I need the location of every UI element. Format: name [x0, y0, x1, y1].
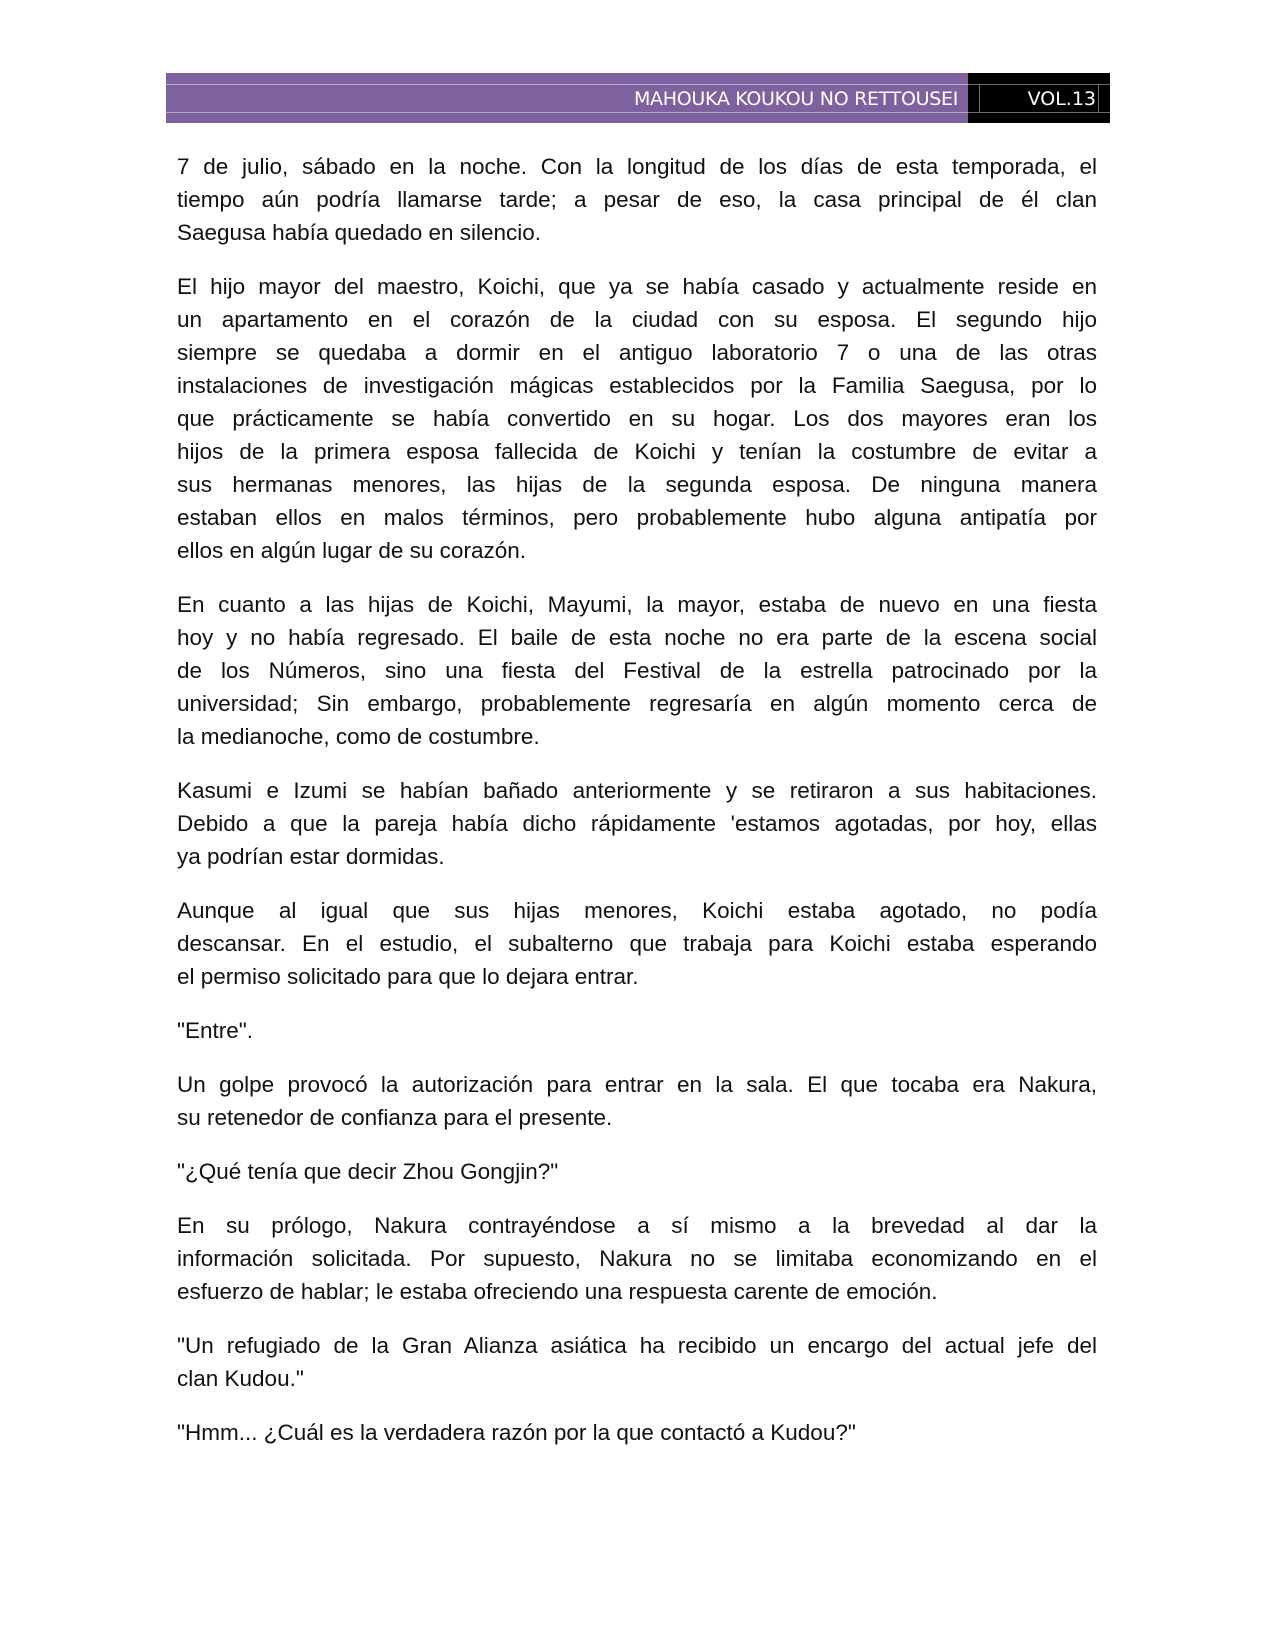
text-line: "Un refugiado de la Gran Alianza asiática ha recibido un encargo del actual jefe del	[177, 1333, 1097, 1358]
text-line: un apartamento en el corazón de la ciudad con su esposa. El segundo hijo	[177, 307, 1097, 332]
text-line: de los Números, sino una fiesta del Festival de la estrella patrocinado por la	[177, 658, 1097, 683]
header-rule-bottom	[166, 112, 968, 113]
text-line: Kasumi e Izumi se habían bañado anteriormente y se retiraron a sus habitaciones.	[177, 778, 1097, 803]
running-header	[166, 73, 1110, 123]
text-line: universidad; Sin embargo, probablemente regresaría en algún momento cerca de	[177, 691, 1097, 716]
text-line: información solicitada. Por supuesto, Nakura no se limitaba economizando en el	[177, 1246, 1097, 1271]
text-line: esfuerzo de hablar; le estaba ofreciendo una respuesta carente de emoción.	[177, 1279, 938, 1304]
paragraph	[177, 150, 1097, 249]
text-line: el permiso solicitado para que lo dejara entrar.	[177, 964, 639, 989]
volume-box-divider-left	[979, 84, 980, 112]
paragraph	[177, 1155, 1097, 1188]
text-line: "¿Qué tenía que decir Zhou Gongjin?"	[177, 1159, 559, 1184]
text-line: que prácticamente se había convertido en su hogar. Los dos mayores eran los	[177, 406, 1097, 431]
text-line: su retenedor de confianza para el presente.	[177, 1105, 613, 1130]
text-line: Saegusa había quedado en silencio.	[177, 220, 542, 245]
text-line: 7 de julio, sábado en la noche. Con la longitud de los días de esta temporada, el	[177, 154, 1097, 179]
text-line: descansar. En el estudio, el subalterno que trabaja para Koichi estaba esperando	[177, 931, 1097, 956]
paragraph	[177, 894, 1097, 993]
text-line: Debido a que la pareja había dicho rápidamente 'estamos agotadas, por hoy, ellas	[177, 811, 1097, 836]
text-line: la medianoche, como de costumbre.	[177, 724, 540, 749]
text-line: hoy y no había regresado. El baile de esta noche no era parte de la escena social	[177, 625, 1097, 650]
paragraph	[177, 1209, 1097, 1308]
text-line: Un golpe provocó la autorización para entrar en la sala. El que tocaba era Nakura,	[177, 1072, 1097, 1097]
text-line: clan Kudou."	[177, 1366, 304, 1391]
text-line: ellos en algún lugar de su corazón.	[177, 538, 526, 563]
text-line: "Hmm... ¿Cuál es la verdadera razón por la que contactó a Kudou?"	[177, 1420, 856, 1445]
text-line: tiempo aún podría llamarse tarde; a pesar de eso, la casa principal de él clan	[177, 187, 1097, 212]
page-body	[177, 150, 1097, 1470]
text-line: Aunque al igual que sus hijas menores, Koichi estaba agotado, no podía	[177, 898, 1097, 923]
text-line: sus hermanas menores, las hijas de la segunda esposa. De ninguna manera	[177, 472, 1097, 497]
text-line: "Entre".	[177, 1018, 254, 1043]
paragraph	[177, 588, 1097, 753]
paragraph	[177, 1416, 1097, 1449]
text-line: ya podrían estar dormidas.	[177, 844, 445, 869]
text-line: En cuanto a las hijas de Koichi, Mayumi, la mayor, estaba de nuevo en una fiesta	[177, 592, 1097, 617]
text-line: instalaciones de investigación mágicas establecidos por la Familia Saegusa, por lo	[177, 373, 1097, 398]
text-line: hijos de la primera esposa fallecida de Koichi y tenían la costumbre de evitar a	[177, 439, 1097, 464]
book-title: MAHOUKA KOUKOU NO RETTOUSEI	[633, 88, 958, 110]
volume-box	[968, 73, 1110, 123]
paragraph	[177, 774, 1097, 873]
paragraph	[177, 1068, 1097, 1134]
volume-label: VOL.13	[1027, 88, 1096, 110]
text-line: El hijo mayor del maestro, Koichi, que ya se había casado y actualmente reside en	[177, 274, 1097, 299]
text-line: siempre se quedaba a dormir en el antiguo laboratorio 7 o una de las otras	[177, 340, 1097, 365]
paragraph	[177, 1014, 1097, 1047]
volume-box-divider-right	[1098, 84, 1099, 112]
text-line: estaban ellos en malos términos, pero probablemente hubo alguna antipatía por	[177, 505, 1097, 530]
text-line: En su prólogo, Nakura contrayéndose a sí mismo a la brevedad al dar la	[177, 1213, 1097, 1238]
volume-box-rule-bottom	[968, 112, 1110, 113]
paragraph	[177, 270, 1097, 567]
paragraph	[177, 1329, 1097, 1395]
